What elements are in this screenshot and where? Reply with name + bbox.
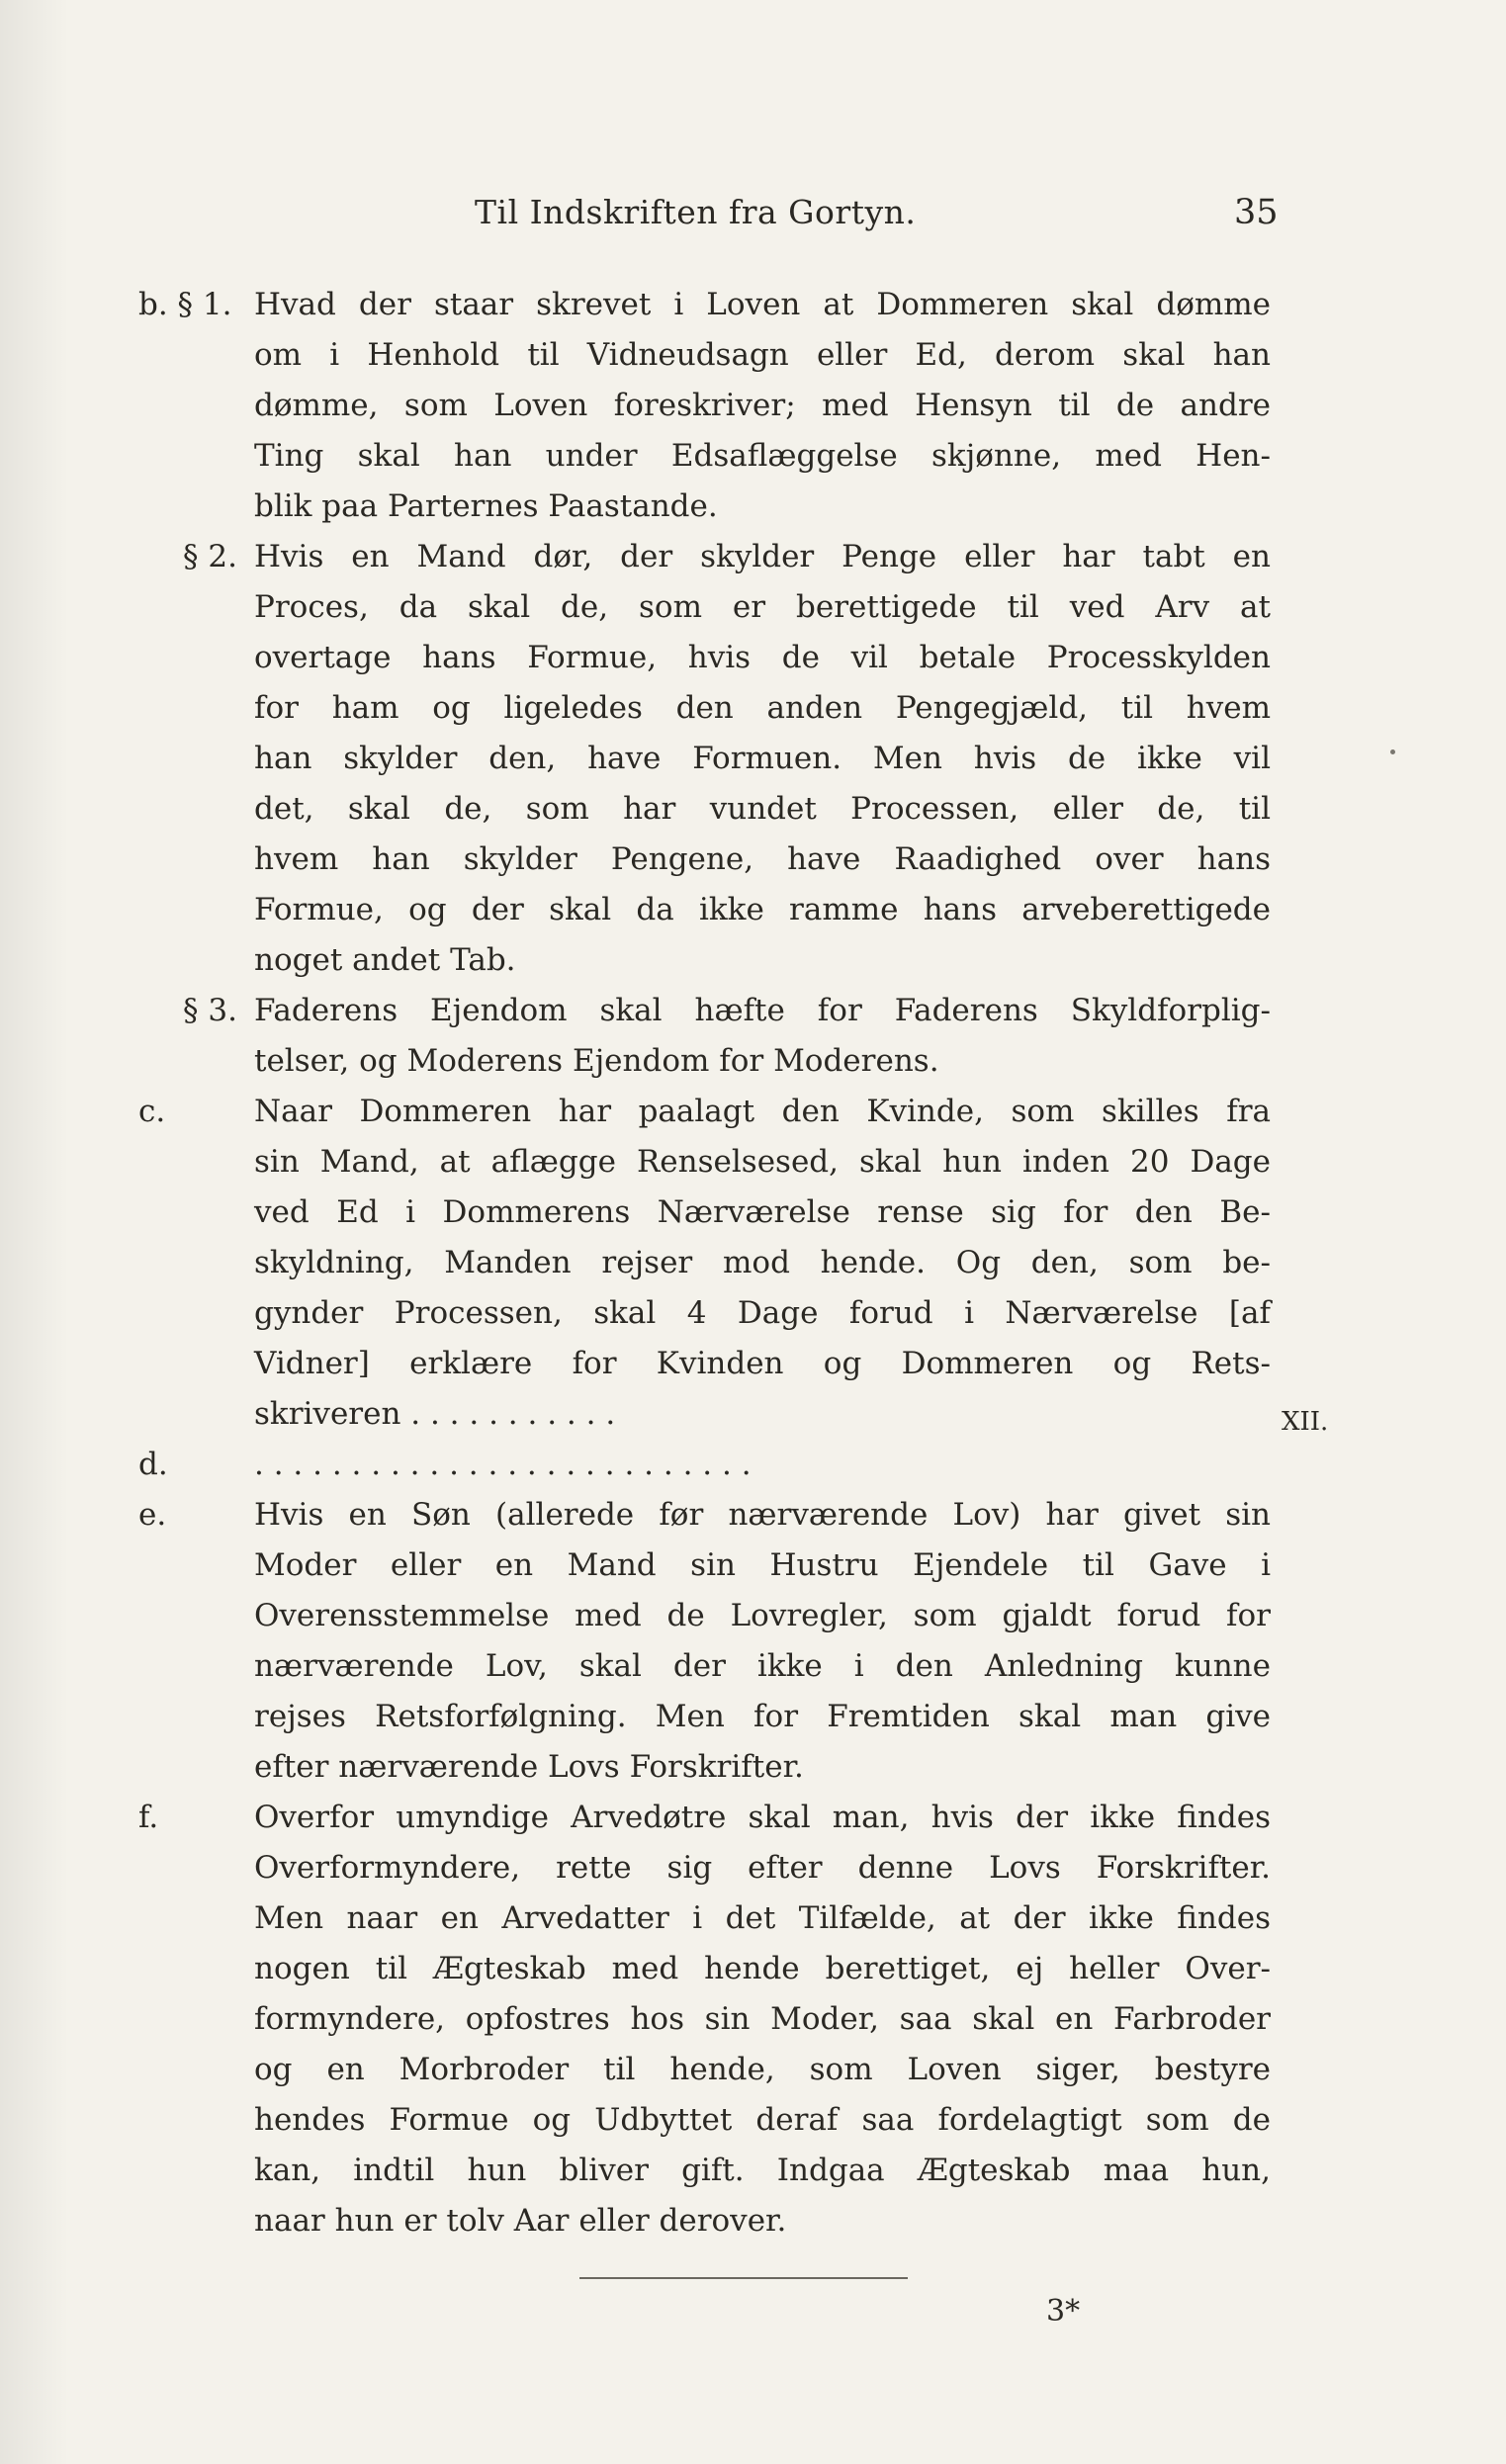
text-line: [0, 2095, 1506, 2145]
line-text: Hvad der staar skrevet i Loven at Dommeren skal dømme: [254, 287, 1271, 322]
line-text: Hvis en Søn (allerede før nærværende Lov) har givet sin: [254, 1497, 1271, 1533]
section-marker: e.: [138, 1497, 167, 1533]
line-text: kan, indtil hun bliver gift. Indgaa Ægteskab maa hun,: [254, 2153, 1271, 2188]
text-line: [0, 2146, 1506, 2195]
line-text: Ting skal han under Edsaflæggelse skjønne, med Hen-: [254, 438, 1271, 474]
line-text: naar hun er tolv Aar eller derover.: [254, 2203, 787, 2239]
line-text: nogen til Ægteskab med hende berettiget, ej heller Over-: [254, 1951, 1271, 1986]
text-line: [0, 582, 1506, 632]
text-line: [0, 1641, 1506, 1691]
text-line: [0, 784, 1506, 834]
line-text: Overfor umyndige Arvedøtre skal man, hvis der ikke findes: [254, 1800, 1271, 1835]
line-text: Proces, da skal de, som er berettigede til ved Arv at: [254, 589, 1271, 625]
line-text: om i Henhold til Vidneudsagn eller Ed, derom skal han: [254, 337, 1271, 373]
text-line: [0, 431, 1506, 481]
section-marker: d.: [138, 1447, 168, 1482]
text-line: [0, 885, 1506, 934]
line-text: Naar Dommeren har paalagt den Kvinde, som skilles fra: [254, 1094, 1271, 1129]
text-line: [0, 1692, 1506, 1741]
line-text: telser, og Moderens Ejendom for Moderens.: [254, 1043, 939, 1079]
text-line: [0, 1238, 1506, 1287]
line-text: dømme, som Loven foreskriver; med Hensyn til de andre: [254, 388, 1271, 423]
text-line: [0, 482, 1506, 531]
line-text: det, skal de, som har vundet Processen, eller de, til: [254, 791, 1271, 827]
text-line: [0, 1893, 1506, 1943]
text-line: [0, 330, 1506, 380]
text-line: [0, 935, 1506, 985]
line-text: noget andet Tab.: [254, 942, 516, 978]
line-text: Overensstemmelse med de Lovregler, som gjaldt forud for: [254, 1598, 1271, 1633]
page-number: 35: [1234, 193, 1279, 232]
running-title: Til Indskriften fra Gortyn.: [475, 193, 917, 231]
text-line: [0, 1742, 1506, 1792]
text-line: [0, 2045, 1506, 2094]
text-line: [0, 1389, 1506, 1439]
text-line: [0, 1843, 1506, 1892]
text-line: [0, 1440, 1506, 1489]
line-text: Formue, og der skal da ikke ramme hans arveberettigede: [254, 892, 1271, 927]
line-text: hendes Formue og Udbyttet deraf saa fordelagtigt som de: [254, 2102, 1271, 2138]
line-text: rejses Retsforfølgning. Men for Fremtiden skal man give: [254, 1699, 1271, 1734]
line-text: Men naar en Arvedatter i det Tilfælde, at der ikke findes: [254, 1900, 1271, 1936]
text-line: [0, 1944, 1506, 1993]
line-text: Hvis en Mand dør, der skylder Penge eller har tabt en: [254, 539, 1271, 574]
section-marker: § 3.: [183, 993, 237, 1028]
line-text: overtage hans Formue, hvis de vil betale Processkylden: [254, 640, 1271, 675]
line-text: sin Mand, at aflægge Renselsesed, skal hun inden 20 Dage: [254, 1144, 1271, 1180]
text-line: [0, 986, 1506, 1035]
line-text: Overformyndere, rette sig efter denne Lovs Forskrifter.: [254, 1850, 1271, 1886]
line-text: efter nærværende Lovs Forskrifter.: [254, 1749, 804, 1785]
line-text: Vidner] erklære for Kvinden og Dommeren og Rets-: [254, 1346, 1271, 1381]
line-text: nærværende Lov, skal der ikke i den Anledning kunne: [254, 1648, 1271, 1684]
text-line: [0, 1036, 1506, 1086]
text-line: [0, 1087, 1506, 1136]
line-text: blik paa Parternes Paastande.: [254, 488, 718, 524]
line-text: skyldning, Manden rejser mod hende. Og den, som be-: [254, 1245, 1271, 1280]
line-text: ved Ed i Dommerens Nærværelse rense sig for den Be-: [254, 1194, 1271, 1230]
line-text: Moder eller en Mand sin Hustru Ejendele til Gave i: [254, 1547, 1271, 1583]
section-marker: b. § 1.: [138, 287, 232, 322]
text-line: [0, 381, 1506, 430]
line-text: gynder Processen, skal 4 Dage forud i Nærværelse [af: [254, 1295, 1271, 1331]
text-line: [0, 280, 1506, 329]
text-line: [0, 835, 1506, 884]
line-text: . . . . . . . . . . . . . . . . . . . . . . . . . .: [254, 1447, 752, 1482]
text-line: [0, 633, 1506, 682]
line-text: og en Morbroder til hende, som Loven siger, bestyre: [254, 2052, 1271, 2087]
text-line: [0, 1137, 1506, 1187]
line-text: hvem han skylder Pengene, have Raadighed over hans: [254, 841, 1271, 877]
text-line: [0, 1490, 1506, 1540]
text-line: [0, 1994, 1506, 2044]
margin-speck: [1390, 749, 1395, 754]
line-text: Faderens Ejendom skal hæfte for Faderens Skyldforplig-: [254, 993, 1271, 1028]
text-line: [0, 2196, 1506, 2245]
signature-mark: 3*: [1046, 2294, 1081, 2329]
text-line: [0, 1188, 1506, 1237]
section-marker: f.: [138, 1800, 159, 1835]
margin-column-reference: XII.: [1282, 1407, 1329, 1437]
line-text: han skylder den, have Formuen. Men hvis de ikke vil: [254, 741, 1271, 776]
text-line: [0, 1591, 1506, 1640]
text-line: [0, 532, 1506, 581]
text-line: [0, 683, 1506, 733]
line-text: formyndere, opfostres hos sin Moder, saa skal en Farbroder: [254, 2001, 1271, 2037]
text-line: [0, 734, 1506, 783]
section-marker: c.: [138, 1094, 166, 1129]
running-head: [0, 188, 1506, 237]
text-line: [0, 1793, 1506, 1842]
line-text: for ham og ligeledes den anden Pengegjæld, til hvem: [254, 690, 1271, 726]
section-marker: § 2.: [183, 539, 237, 574]
text-line: [0, 1288, 1506, 1338]
text-line: [0, 1339, 1506, 1388]
text-line: [0, 1540, 1506, 1590]
footer-rule: [579, 2277, 908, 2279]
line-text: skriveren . . . . . . . . . . .: [254, 1396, 616, 1432]
